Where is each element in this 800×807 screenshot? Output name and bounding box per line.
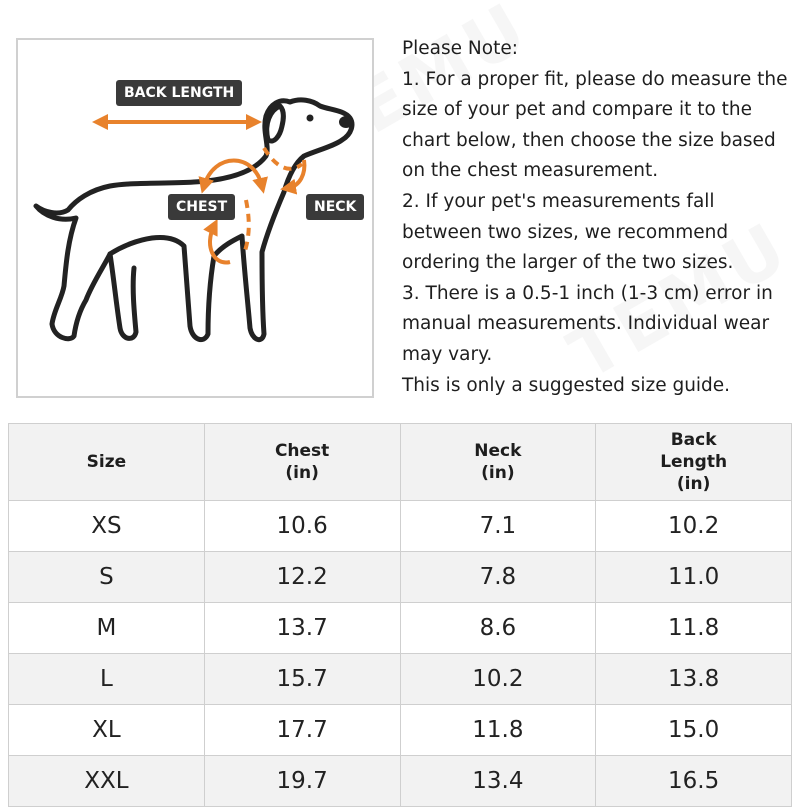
cell-neck: 13.4 [400, 756, 596, 807]
cell-size: XS [9, 501, 205, 552]
cell-chest: 10.6 [204, 501, 400, 552]
header-back-length [596, 424, 792, 501]
cell-back-length: 11.0 [596, 552, 792, 603]
note-item: 2. If your pet's measurements fall between two sizes, we recommend ordering the larger of the two sizes. [402, 190, 734, 274]
back-length-label: BACK LENGTH [116, 80, 242, 106]
cell-neck: 7.8 [400, 552, 596, 603]
cell-back-length: 15.0 [596, 705, 792, 756]
note-item: 1. For a proper fit, please do measure the size of your pet and compare it to the chart below, then choose the size based on the chest measurement. [402, 68, 788, 182]
cell-chest: 13.7 [204, 603, 400, 654]
table-row [9, 603, 792, 654]
header-line: Chest [274, 441, 330, 461]
header-size [9, 424, 205, 501]
notes-heading: Please Note: [402, 38, 518, 59]
table-row [9, 552, 792, 603]
cell-chest: 17.7 [204, 705, 400, 756]
cell-neck: 10.2 [400, 654, 596, 705]
table-header-row [9, 424, 792, 501]
table-row [9, 705, 792, 756]
cell-chest: 15.7 [204, 654, 400, 705]
header-line: Size [86, 452, 127, 472]
cell-neck: 8.6 [400, 603, 596, 654]
header-line: Neck [474, 441, 522, 461]
header-neck [400, 424, 596, 501]
size-chart-table [8, 423, 792, 807]
header-line: (in) [285, 463, 319, 483]
header-line: (in) [481, 463, 515, 483]
header-line: Length [660, 452, 728, 472]
note-item: 3. There is a 0.5-1 inch (1-3 cm) error in manual measurements. Individual wear may vary. [402, 282, 773, 365]
cell-size: S [9, 552, 205, 603]
header-line: Back [670, 430, 717, 450]
table-row [9, 756, 792, 807]
cell-size: XL [9, 705, 205, 756]
note-footer: This is only a suggested size guide. [402, 374, 731, 396]
cell-chest: 12.2 [204, 552, 400, 603]
header-chest [204, 424, 400, 501]
cell-back-length: 10.2 [596, 501, 792, 552]
cell-size: M [9, 603, 205, 654]
table-row [9, 654, 792, 705]
chest-label: CHEST [168, 194, 235, 220]
cell-chest: 19.7 [204, 756, 400, 807]
cell-size: XXL [9, 756, 205, 807]
cell-back-length: 16.5 [596, 756, 792, 807]
cell-back-length: 13.8 [596, 654, 792, 705]
table-row [9, 501, 792, 552]
cell-neck: 7.1 [400, 501, 596, 552]
size-notes [402, 34, 794, 401]
header-line: (in) [676, 474, 711, 494]
cell-back-length: 11.8 [596, 603, 792, 654]
cell-neck: 11.8 [400, 705, 596, 756]
cell-size: L [9, 654, 205, 705]
measurement-diagram [16, 38, 374, 398]
neck-label: NECK [306, 194, 364, 220]
